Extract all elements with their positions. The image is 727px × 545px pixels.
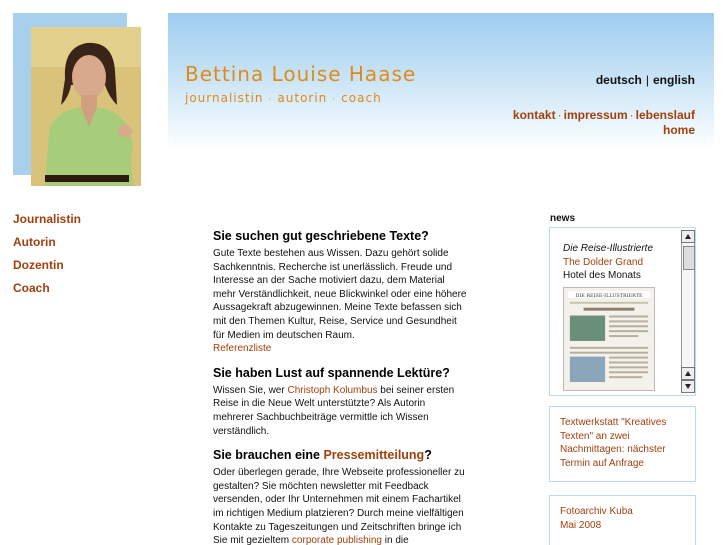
scroll-up-arrow-icon[interactable] (681, 230, 695, 243)
sidebar-item-coach[interactable]: Coach (13, 281, 50, 295)
scroll-track[interactable] (681, 243, 695, 367)
tagline-item: autorin (277, 91, 328, 105)
paragraph-text: Wissen Sie, wer (213, 384, 288, 396)
section-heading-pressemitteilung (213, 447, 468, 464)
section-heading-lektuere: Sie haben Lust auf spannende Lektüre? (213, 365, 450, 380)
tagline-item: journalistin (185, 91, 264, 105)
thumbnail-masthead: DIE REISE-ILLUSTRIERTE (575, 292, 643, 299)
fotoarchiv-title: Fotoarchiv Kuba (560, 506, 633, 517)
referenzliste-link[interactable]: Referenzliste (213, 343, 272, 355)
language-switcher (596, 73, 695, 87)
sidebar-item-journalistin[interactable]: Journalistin (13, 212, 82, 226)
nav-separator: · (629, 108, 634, 122)
section-text-lektuere (213, 384, 468, 438)
news-heading: news (550, 213, 576, 224)
pressemitteilung-link[interactable]: Pressemitteilung (323, 448, 425, 463)
section-heading-texte: Sie suchen gut geschriebene Texte? (213, 229, 429, 243)
tagline-item: coach (341, 91, 382, 105)
heading-text: Sie brauchen eine (213, 448, 324, 463)
sidebar-navigation (13, 211, 163, 303)
tagline-separator: · (268, 95, 273, 105)
news-thumbnail[interactable] (563, 287, 655, 391)
portrait-image (25, 27, 141, 186)
scroll-thumb[interactable] (683, 246, 695, 270)
section-text-texte (213, 247, 468, 356)
paragraph-text: in die (381, 535, 409, 545)
news-item (563, 242, 681, 395)
language-separator: | (645, 73, 649, 87)
news-scrollbar[interactable] (681, 230, 695, 393)
scroll-up-arrow-icon[interactable] (681, 367, 695, 380)
language-deutsch-link[interactable]: deutsch (595, 73, 642, 87)
sidebar-item-dozentin[interactable]: Dozentin (13, 258, 64, 272)
news-box (549, 227, 696, 396)
news-description: Hotel des Monats (563, 270, 641, 282)
site-title: Bettina Louise Haase (185, 62, 417, 86)
main-content (213, 228, 468, 545)
fotoarchiv-date: Mai 2008 (560, 519, 602, 531)
nav-home-link[interactable]: home (662, 123, 695, 137)
nav-impressum-link[interactable]: impressum (563, 108, 628, 122)
fotoarchiv-link[interactable] (560, 506, 633, 531)
scroll-down-arrow-icon[interactable] (681, 380, 695, 393)
tagline-separator: · (332, 95, 337, 105)
nav-kontakt-link[interactable]: kontakt (512, 108, 556, 122)
nav-lebenslauf-link[interactable]: lebenslauf (635, 108, 695, 122)
corporate-publishing-link[interactable]: corporate publishing (291, 535, 382, 545)
heading-text: ? (424, 448, 432, 463)
news-source: Die Reise-Illustrierte (563, 243, 654, 254)
textwerkstatt-box (549, 406, 696, 482)
paragraph-text: bei seiner ersten Reise in die Neue Welt unterstützte? Als Autorin mehrerer Sachbuchbeiträge vermittle ich Wissen verständlich. (213, 384, 455, 437)
nav-separator: · (557, 108, 562, 122)
fotoarchiv-box (549, 495, 696, 545)
sidebar-item-autorin[interactable]: Autorin (13, 235, 56, 249)
section-text-pressemitteilung (213, 466, 468, 545)
paragraph-text: Gute Texte bestehen aus Wissen. Dazu gehört solide Sachkenntnis. Recherche ist unerlässlich. Freude und Interesse an der Sache motiviert dazu, dem Material mehr Verständlichkeit, neue Blickwinkel oder eine höhere Aussagekraft abzugewinnen. Meine Texte befassen sich mit den Themen Kultur, Reise, Service und Gesundheit für Medien im deutschen Raum. (213, 248, 467, 341)
portrait-photo (13, 13, 141, 186)
textwerkstatt-link[interactable]: Textwerkstatt "Kreatives Texten" an zwei Nachmittagen: nächster Termin auf Anfrage (560, 417, 667, 469)
paragraph-text: Oder überlegen gerade, Ihre Webseite professioneller zu gestalten? Sie möchten newsletter mit Feedback versenden, oder Ihr Unternehmen mit einem Fachartikel im richtigen Medium platzieren? Durch meine vielfältigen Kontakte zu Tageszeitungen und Zeitschriften bringe ich Sie mit gezieltem (213, 467, 465, 545)
kolumbus-link[interactable]: Christoph Kolumbus (287, 384, 378, 396)
site-tagline (185, 91, 382, 105)
language-english-link[interactable]: english (652, 73, 695, 87)
top-navigation (485, 108, 695, 138)
news-link[interactable]: The Dolder Grand (563, 256, 644, 268)
